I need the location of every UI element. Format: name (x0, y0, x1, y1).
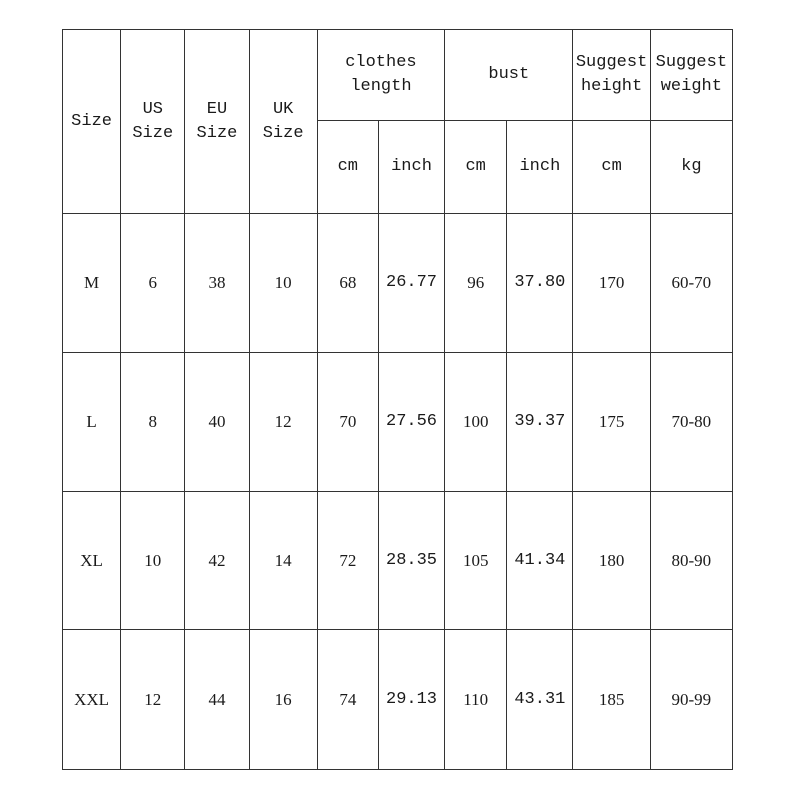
cell-weight: 70-80 (650, 353, 732, 492)
cell-us: 12 (121, 630, 185, 770)
cell-length-cm: 72 (317, 492, 378, 630)
cell-weight: 60-70 (650, 214, 732, 353)
cell-length-inch: 26.77 (378, 214, 444, 353)
header-uk-size-line1: UK (272, 99, 294, 119)
header-eu-size (185, 30, 249, 214)
cell-weight: 80-90 (650, 492, 732, 630)
cell-bust-inch: 43.31 (507, 630, 573, 770)
header-suggest-weight (650, 30, 732, 121)
unit-length-inch: inch (378, 121, 444, 214)
header-us-size (121, 30, 185, 214)
unit-length-cm: cm (317, 121, 378, 214)
unit-bust-inch: inch (507, 121, 573, 214)
cell-eu: 44 (185, 630, 249, 770)
cell-size: XL (63, 492, 121, 630)
cell-eu: 42 (185, 492, 249, 630)
header-row-top (63, 30, 733, 121)
header-us-size-line2: Size (132, 123, 174, 143)
cell-size: L (63, 353, 121, 492)
cell-bust-inch: 41.34 (507, 492, 573, 630)
cell-height: 185 (573, 630, 650, 770)
cell-length-cm: 68 (317, 214, 378, 353)
table-row (63, 630, 733, 770)
header-suggest-height-line2: height (580, 77, 643, 96)
header-clothes-length-line1: clothes (345, 53, 417, 72)
header-size (63, 30, 121, 214)
cell-bust-cm: 100 (445, 353, 507, 492)
table-row (63, 492, 733, 630)
unit-bust-cm: cm (445, 121, 507, 214)
header-us-size-line1: US (142, 99, 163, 119)
header-size-label: Size (71, 111, 112, 131)
cell-length-cm: 70 (317, 353, 378, 492)
header-bust-label: bust (488, 65, 530, 84)
header-clothes-length (317, 30, 444, 121)
cell-weight: 90-99 (650, 630, 732, 770)
header-clothes-length-line2: length (350, 77, 412, 96)
header-eu-size-line2: Size (196, 123, 238, 143)
cell-length-cm: 74 (317, 630, 378, 770)
cell-uk: 10 (249, 214, 317, 353)
cell-bust-inch: 37.80 (507, 214, 573, 353)
cell-bust-cm: 110 (445, 630, 507, 770)
unit-height-cm: cm (573, 121, 650, 214)
cell-size: XXL (63, 630, 121, 770)
cell-length-inch: 27.56 (378, 353, 444, 492)
header-suggest-weight-line2: weight (660, 77, 722, 96)
header-bust (445, 30, 573, 121)
cell-us: 10 (121, 492, 185, 630)
table-row (63, 214, 733, 353)
cell-bust-cm: 96 (445, 214, 507, 353)
cell-height: 170 (573, 214, 650, 353)
cell-length-inch: 28.35 (378, 492, 444, 630)
cell-height: 175 (573, 353, 650, 492)
header-suggest-weight-line1: Suggest (655, 53, 728, 72)
size-chart-table (62, 29, 733, 770)
cell-size: M (63, 214, 121, 353)
cell-uk: 14 (249, 492, 317, 630)
cell-bust-cm: 105 (445, 492, 507, 630)
cell-uk: 16 (249, 630, 317, 770)
cell-eu: 38 (185, 214, 249, 353)
header-eu-size-line1: EU (206, 99, 228, 119)
header-suggest-height-line1: Suggest (575, 53, 648, 72)
cell-eu: 40 (185, 353, 249, 492)
cell-us: 8 (121, 353, 185, 492)
header-suggest-height (573, 30, 650, 121)
cell-length-inch: 29.13 (378, 630, 444, 770)
header-uk-size (249, 30, 317, 214)
cell-height: 180 (573, 492, 650, 630)
header-uk-size-line2: Size (262, 123, 304, 143)
cell-uk: 12 (249, 353, 317, 492)
table-row (63, 353, 733, 492)
cell-bust-inch: 39.37 (507, 353, 573, 492)
unit-weight-kg: kg (650, 121, 732, 214)
cell-us: 6 (121, 214, 185, 353)
